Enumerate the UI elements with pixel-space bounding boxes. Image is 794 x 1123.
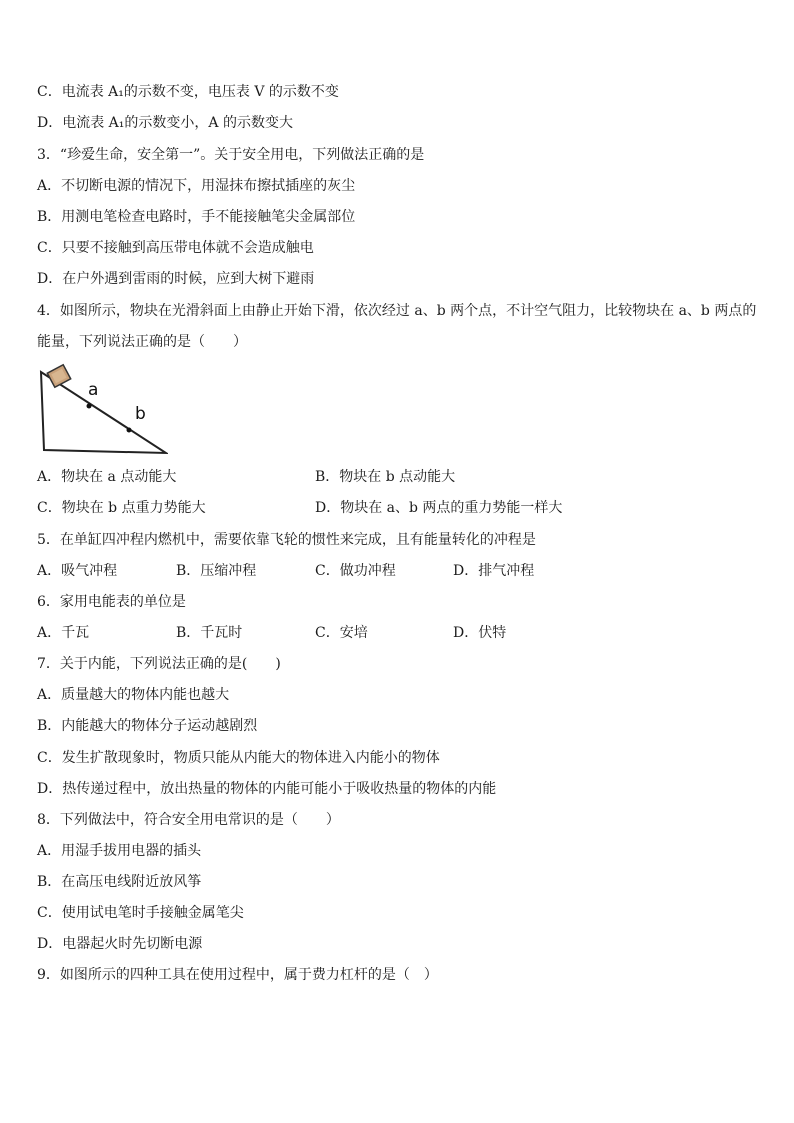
question-8-option-a: A．用湿手拔用电器的插头: [37, 843, 202, 859]
question-3: 3．“珍爱生命，安全第一”。关于安全用电，下列做法正确的是: [37, 147, 425, 163]
question-5: 5．在单缸四冲程内燃机中，需要依靠飞轮的惯性来完成，且有能量转化的冲程是: [37, 532, 536, 548]
question-6: 6．家用电能表的单位是: [37, 594, 186, 610]
question-4-option-a: A．物块在 a 点动能大: [37, 469, 177, 485]
question-8-option-c: C．使用试电笔时手接触金属笔尖: [37, 905, 244, 921]
question-5-option-a: A．吸气冲程: [37, 563, 118, 579]
question-6-option-d: D．伏特: [453, 625, 507, 641]
question-7-option-c: C．发生扩散现象时，物质只能从内能大的物体进入内能小的物体: [37, 750, 440, 766]
point-b: [127, 428, 132, 433]
label-a: a: [88, 380, 99, 400]
question-8-option-d: D．电器起火时先切断电源: [37, 936, 203, 952]
question-4-option-c: C．物块在 b 点重力势能大: [37, 500, 206, 516]
question-4-option-b: B．物块在 b 点动能大: [315, 469, 456, 485]
question-3-option-b: B．用测电笔检查电路时，手不能接触笔尖金属部位: [37, 209, 356, 225]
question-7-option-d: D．热传递过程中，放出热量的物体的内能可能小于吸收热量的物体的内能: [37, 781, 497, 797]
line-d-q2: D．电流表 A₁的示数变小，A 的示数变大: [37, 115, 293, 131]
block-icon: [47, 365, 70, 388]
question-7-option-b: B．内能越大的物体分子运动越剧烈: [37, 718, 258, 734]
point-a: [87, 404, 92, 409]
question-3-option-a: A．不切断电源的情况下，用湿抹布擦拭插座的灰尘: [37, 178, 356, 194]
question-7-option-a: A．质量越大的物体内能也越大: [37, 687, 230, 703]
incline-figure: [38, 362, 168, 457]
question-5-option-d: D．排气冲程: [453, 563, 535, 579]
question-6-option-a: A．千瓦: [37, 625, 90, 641]
label-b: b: [135, 404, 146, 424]
line-c-q2: C．电流表 A₁的示数不变，电压表 V 的示数不变: [37, 84, 339, 100]
question-4-option-d: D．物块在 a、b 两点的重力势能一样大: [315, 500, 563, 516]
question-5-option-c: C．做功冲程: [315, 563, 396, 579]
question-7: 7．关于内能，下列说法正确的是( ): [37, 656, 281, 672]
question-3-option-d: D．在户外遇到雷雨的时候，应到大树下避雨: [37, 271, 315, 287]
question-6-option-b: B．千瓦时: [176, 625, 243, 641]
question-5-option-b: B．压缩冲程: [176, 563, 257, 579]
question-9: 9．如图所示的四种工具在使用过程中，属于费力杠杆的是（ ）: [37, 967, 438, 983]
question-6-option-c: C．安培: [315, 625, 368, 641]
question-8-option-b: B．在高压电线附近放风筝: [37, 874, 202, 890]
question-8: 8．下列做法中，符合安全用电常识的是（ ）: [37, 812, 340, 828]
question-3-option-c: C．只要不接触到高压带电体就不会造成触电: [37, 240, 314, 256]
question-4: 4．如图所示，物块在光滑斜面上由静止开始下滑，依次经过 a、b 两个点，不计空气阻力，比较物块在 a、b 两点的能量，下列说法正确的是（ ）: [37, 303, 757, 350]
